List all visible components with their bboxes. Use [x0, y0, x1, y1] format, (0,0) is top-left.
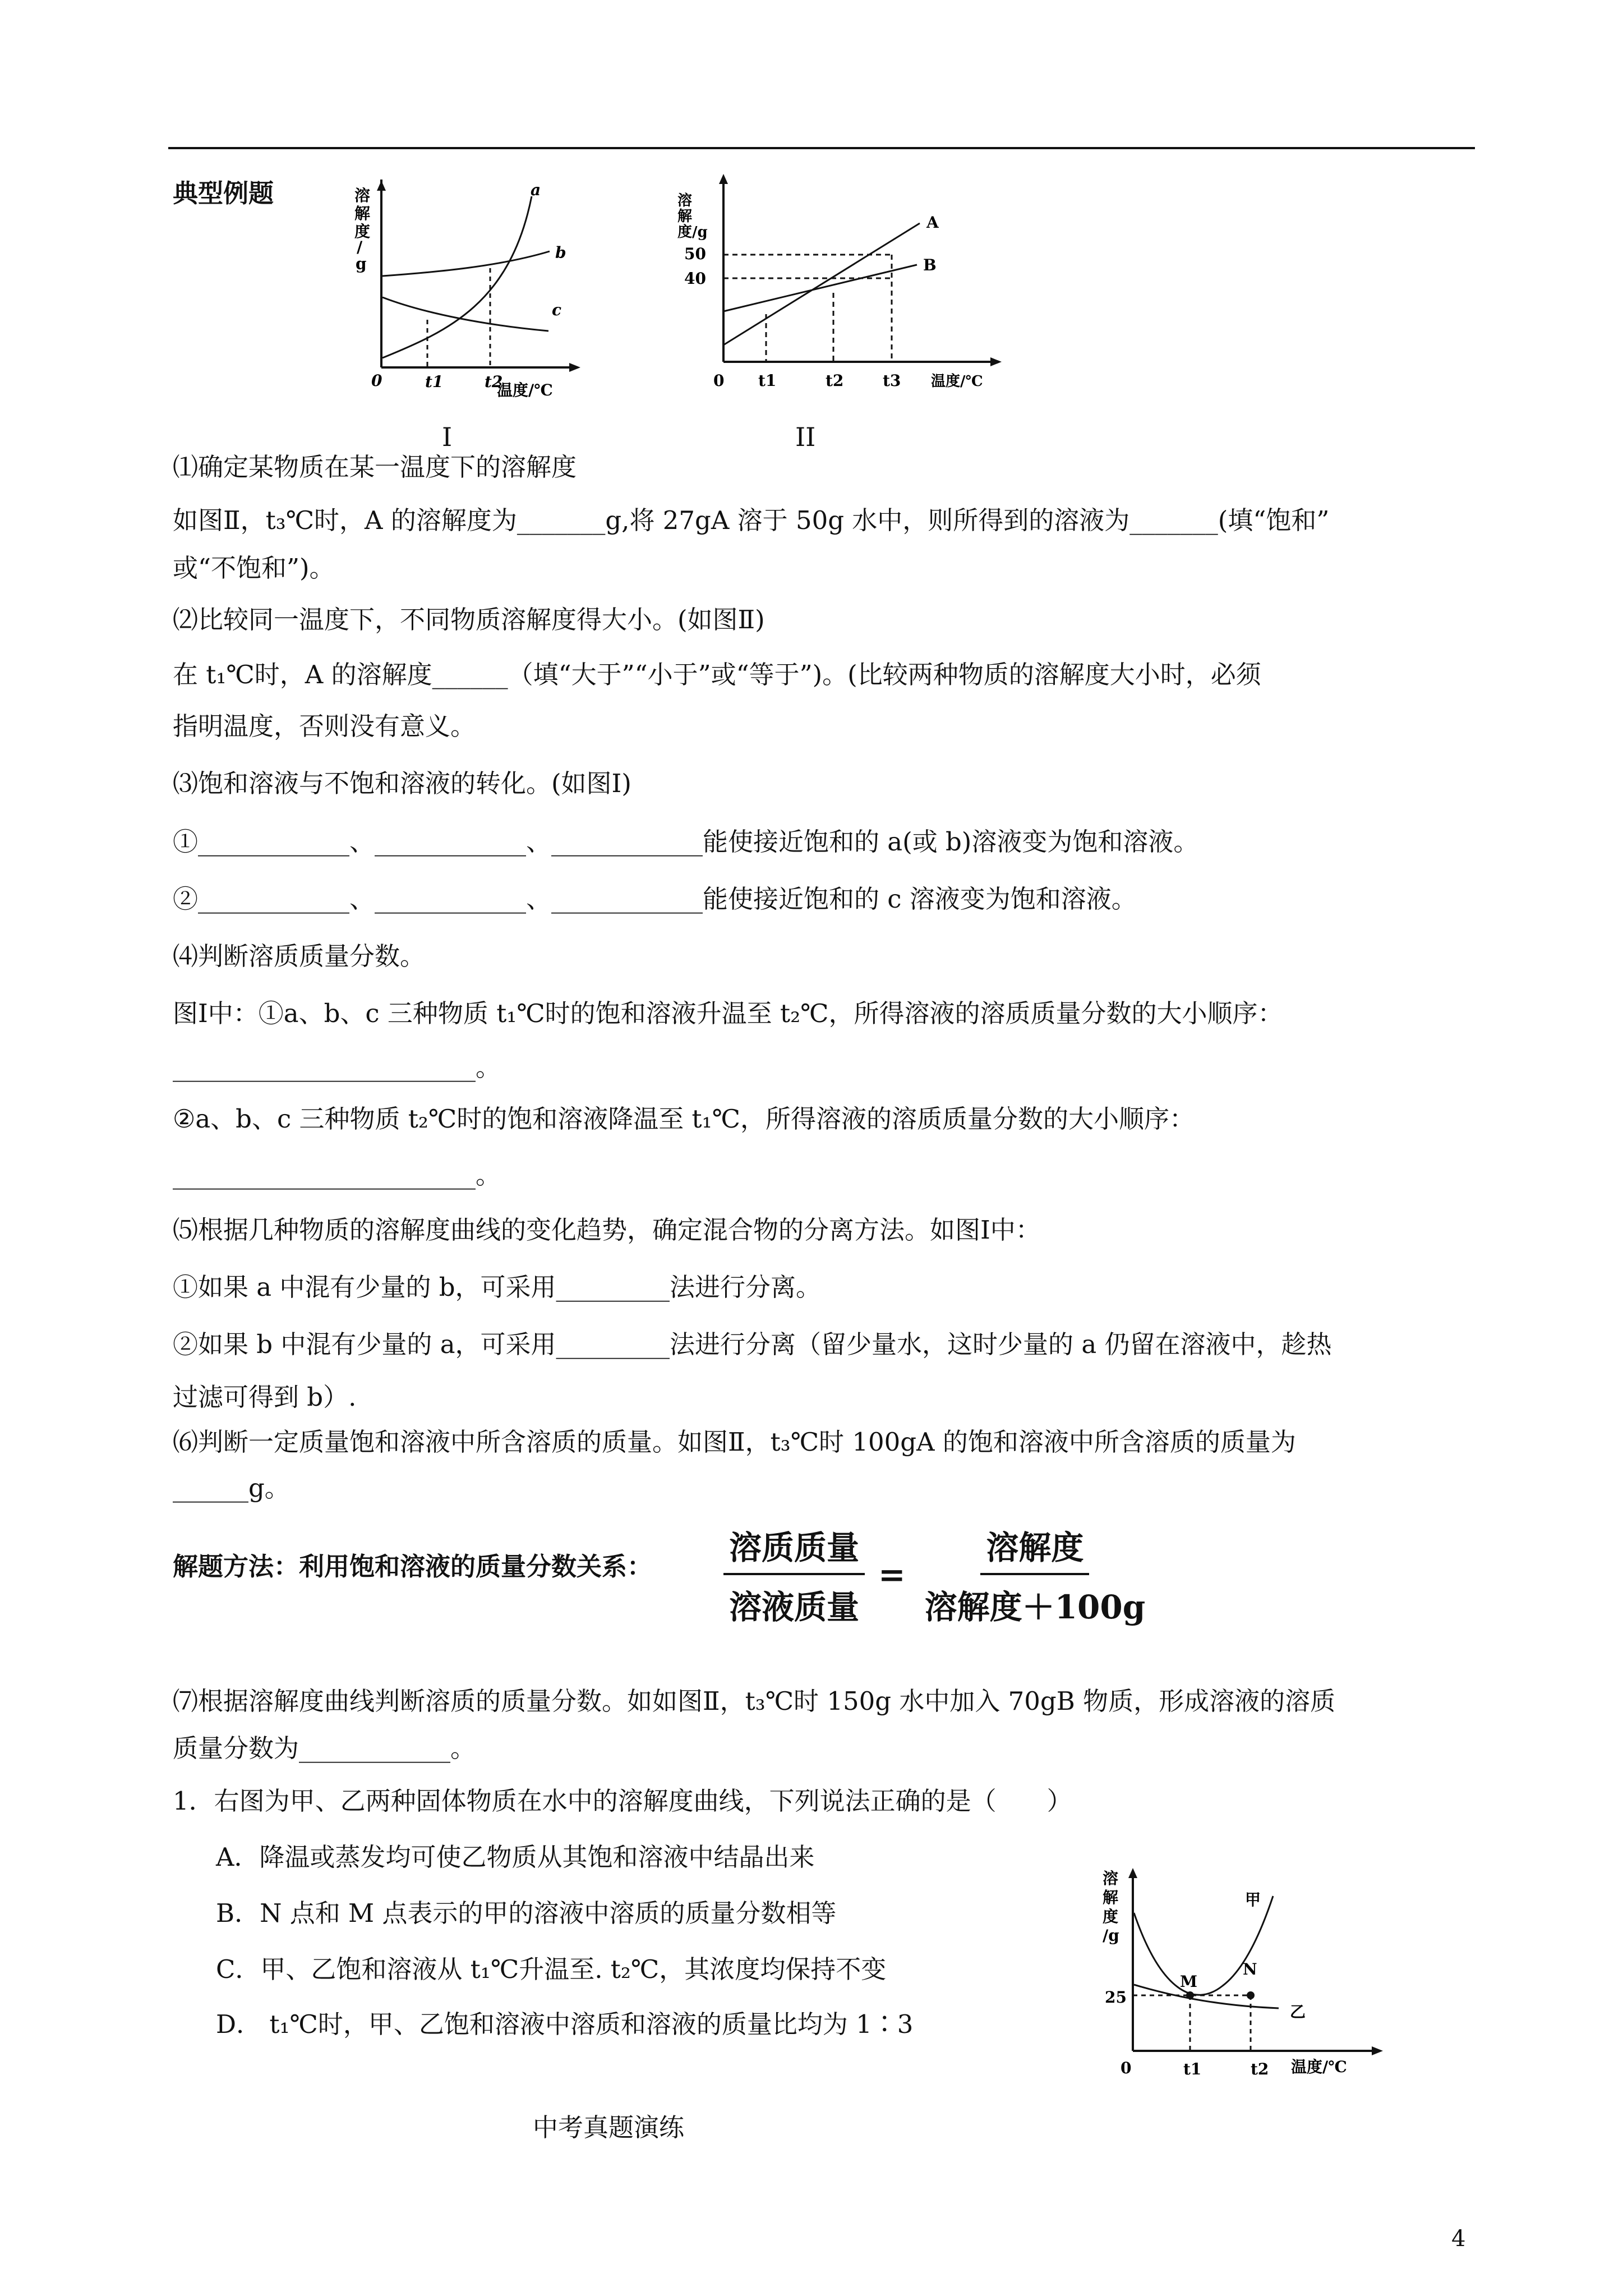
fig3-curve-label-jia: 甲 [1245, 1890, 1261, 1909]
fig3-point-N [1247, 1991, 1255, 1999]
fig3-xtick-t1: t1 [1183, 2060, 1202, 2078]
text-line-1: ⑴确定某物质在某一温度下的溶解度 [173, 452, 577, 482]
fig3-ylabel-1: 溶 [1103, 1869, 1119, 1888]
fig1-curve-label-c: c [552, 301, 562, 319]
fig3-curve-yi [1134, 1985, 1279, 2008]
text-line-19: ⑹判断一定质量饱和溶液中所含溶质的质量。如图Ⅱ，t₃℃时 100gA 的饱和溶液中所含溶质的质量为 [173, 1427, 1296, 1457]
fig2-xtick-t3: t3 [883, 371, 901, 390]
fig1-ylabel-5: g [356, 255, 367, 273]
option-c: C．甲、乙饱和溶液从 t₁℃升温至. t₂℃，其浓度均保持不变 [216, 1954, 887, 1984]
option-b: B．N 点和 M 点表示的甲的溶液中溶质的质量分数相等 [216, 1898, 837, 1928]
fig1-ylabel-1: 溶 [354, 186, 371, 205]
fig1-origin: 0 [371, 371, 382, 390]
fig1-curve-label-b: b [555, 243, 566, 262]
fig1-xtick-t1: t1 [425, 372, 444, 391]
fig1-curve-a [382, 196, 532, 358]
text-line-21: ⑺根据溶解度曲线判断溶质的质量分数。如如图Ⅱ，t₃℃时 150g 水中加入 70gB 物质，形成溶液的溶质 [173, 1686, 1336, 1716]
formula-right-den: 溶解度＋100g [924, 1588, 1146, 1626]
fig2-ytick-40: 40 [684, 269, 706, 288]
text-line-4: ⑵比较同一温度下，不同物质溶解度得大小。(如图Ⅱ) [173, 605, 765, 634]
fig1-xlabel: 温度/℃ [497, 381, 553, 399]
fig3-ylabel-3: 度 [1103, 1907, 1119, 1926]
page-number: 4 [1451, 2226, 1466, 2252]
section-title: 典型例题 [173, 178, 274, 208]
fig1-ylabel-3: 度 [354, 222, 371, 241]
option-d: D． t₁℃时，甲、乙饱和溶液中溶质和溶液的质量比均为 1∶3 [216, 2009, 914, 2039]
fig3-xlabel: 温度/℃ [1291, 2058, 1347, 2076]
figure-3 [1082, 1868, 1396, 2081]
fig2-caption: II [795, 422, 816, 452]
fig2-origin: 0 [713, 371, 725, 390]
fig2-curve-label-A: A [926, 213, 939, 232]
fig1-curve-b [382, 251, 550, 276]
fig3-point-label-N: N [1243, 1960, 1257, 1978]
fig3-ylabel-4: /g [1103, 1926, 1119, 1945]
question-1: 1．右图为甲、乙两种固体物质在水中的溶解度曲线，下列说法正确的是（ ） [173, 1786, 1072, 1816]
fig1-ylabel-4: / [357, 238, 363, 256]
text-line-5: 在 t₁℃时，A 的溶解度______（填“大于”“小于”或“等于”)。(比较两种物质的溶解度大小时，必须 [173, 660, 1261, 689]
fig1-ylabel-2: 解 [354, 204, 371, 223]
text-line-3: 或“不饱和”)。 [173, 553, 335, 583]
formula-left-den: 溶液质量 [729, 1588, 860, 1626]
fig2-curve-A [723, 223, 920, 345]
formula [723, 1521, 1151, 1628]
fig2-ylabel-3: 度/g [677, 224, 708, 241]
footer-caption: 中考真题演练 [533, 2113, 685, 2142]
text-line-14: ________________________。 [173, 1160, 501, 1190]
fig2-curve-label-B: B [923, 256, 937, 274]
formula-right-fraction [919, 1521, 1151, 1628]
text-line-8: ①____________、____________、____________能使接近饱和的 a(或 b)溶液变为饱和溶液。 [173, 827, 1199, 857]
option-a: A．降温或蒸发均可使乙物质从其饱和溶液中结晶出来 [216, 1842, 815, 1872]
text-line-9: ②____________、____________、____________能使接近饱和的 c 溶液变为饱和溶液。 [173, 884, 1137, 914]
fig3-curve-label-yi: 乙 [1290, 2003, 1306, 2021]
text-line-6: 指明温度，否则没有意义。 [173, 711, 476, 741]
fig3-xtick-t2: t2 [1251, 2060, 1269, 2078]
fig3-curve-jia [1134, 1896, 1273, 1995]
fig2-xtick-t1: t1 [758, 371, 777, 390]
text-line-18: 过滤可得到 b）. [173, 1382, 357, 1412]
formula-left-num: 溶质质量 [723, 1521, 865, 1575]
figure-1 [342, 180, 634, 404]
fig3-point-M [1186, 1991, 1194, 1999]
header-rule [168, 147, 1475, 149]
fig1-xtick-t2: t2 [485, 372, 503, 391]
text-line-15: ⑸根据几种物质的溶解度曲线的变化趋势，确定混合物的分离方法。如图Ⅰ中： [173, 1215, 1041, 1245]
fig2-xlabel: 温度/℃ [931, 373, 983, 390]
figure-2 [667, 174, 1015, 398]
fig2-ytick-50: 50 [684, 245, 706, 263]
fig3-ylabel-2: 解 [1103, 1888, 1119, 1907]
fig3-point-label-M: M [1180, 1972, 1197, 1991]
fig2-ylabel-2: 解 [677, 208, 693, 225]
fig3-ytick-25: 25 [1105, 1988, 1127, 2007]
text-line-16: ①如果 a 中混有少量的 b，可采用_________法进行分离。 [173, 1272, 822, 1302]
formula-equals: = [878, 1556, 906, 1594]
text-line-13: ②a、b、c 三种物质 t₂℃时的饱和溶液降温至 t₁℃，所得溶液的溶质质量分数的大小顺序： [173, 1104, 1195, 1134]
text-line-22: 质量分数为____________。 [173, 1733, 476, 1763]
text-line-11: 图Ⅰ中：①a、b、c 三种物质 t₁℃时的饱和溶液升温至 t₂℃，所得溶液的溶质质量分数的大小顺序： [173, 999, 1283, 1028]
fig2-ylabel-1: 溶 [677, 192, 693, 209]
formula-right-num: 溶解度 [980, 1521, 1089, 1575]
fig2-curve-B [723, 265, 917, 311]
formula-left-fraction [723, 1521, 865, 1628]
text-line-20: ______g。 [173, 1473, 290, 1503]
method-label: 解题方法：利用饱和溶液的质量分数关系： [173, 1552, 653, 1581]
text-line-12: ________________________。 [173, 1052, 501, 1082]
text-line-10: ⑷判断溶质质量分数。 [173, 941, 426, 971]
fig1-curve-label-a: a [531, 181, 541, 199]
text-line-17: ②如果 b 中混有少量的 a，可采用_________法进行分离（留少量水，这时少量的 a 仍留在溶液中，趁热 [173, 1329, 1332, 1359]
text-line-2: 如图Ⅱ，t₃℃时，A 的溶解度为_______g,将 27gA 溶于 50g 水中，则所得到的溶液为_______(填“饱和” [173, 505, 1330, 535]
text-line-7: ⑶饱和溶液与不饱和溶液的转化。(如图Ⅰ) [173, 769, 631, 798]
fig1-caption: I [442, 422, 453, 452]
fig2-xtick-t2: t2 [826, 371, 844, 390]
fig3-origin: 0 [1121, 2059, 1132, 2077]
